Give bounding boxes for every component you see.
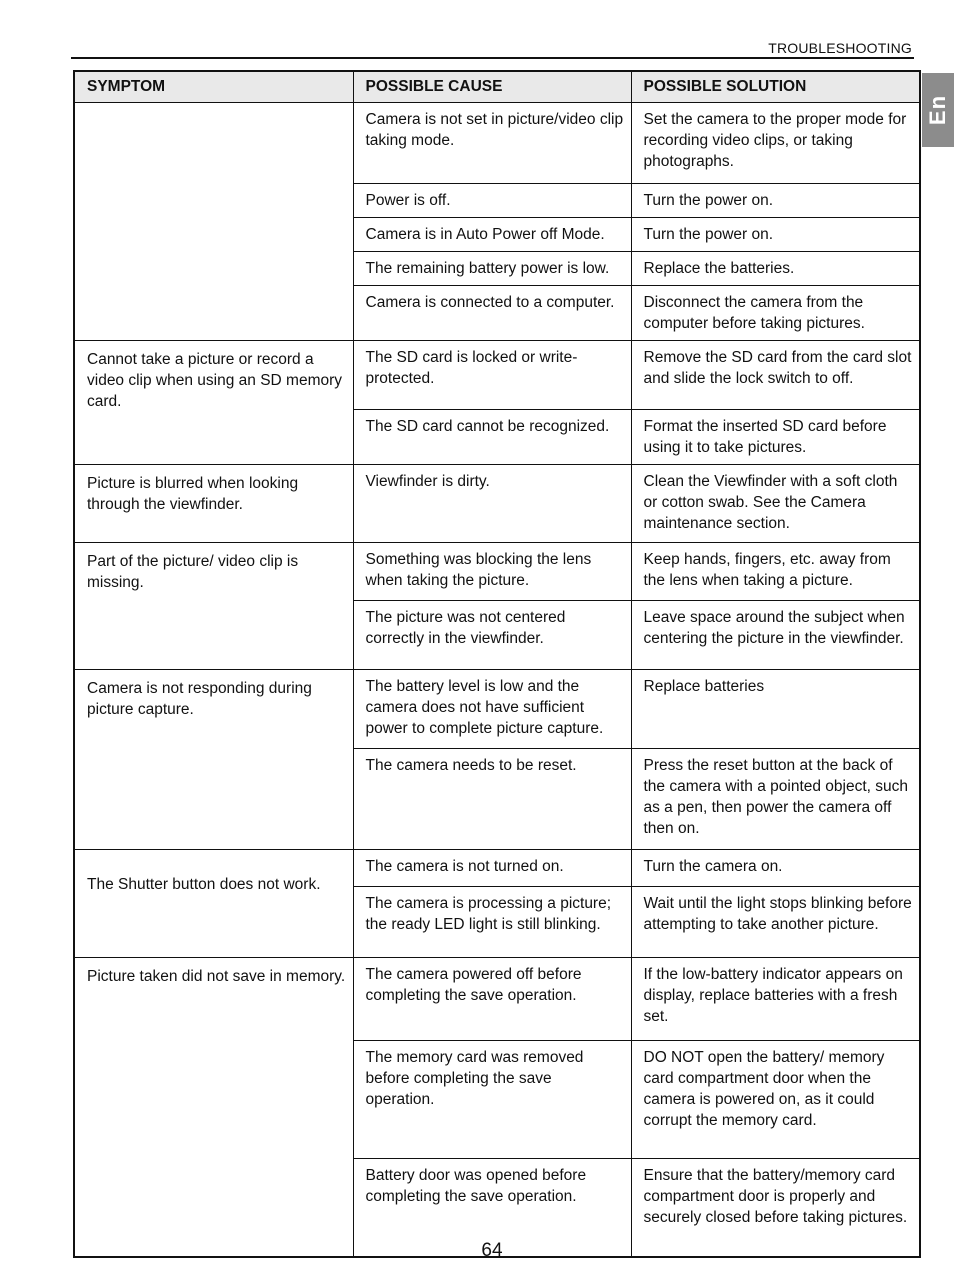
- cause-cell: The camera is processing a picture; the ready LED light is still blinking.: [353, 887, 631, 958]
- solution-cell: Leave space around the subject when centering the picture in the viewfinder.: [631, 601, 920, 670]
- solution-cell: DO NOT open the battery/ memory card compartment door when the camera is powered on, as it could corrupt the memory card.: [631, 1041, 920, 1159]
- cause-cell: The memory card was removed before completing the save operation.: [353, 1041, 631, 1159]
- language-tab: [922, 73, 954, 147]
- cause-cell: The remaining battery power is low.: [353, 252, 631, 286]
- cause-cell: The camera is not turned on.: [353, 850, 631, 887]
- cause-cell: Camera is not set in picture/video clip taking mode.: [353, 103, 631, 184]
- solution-cell: Keep hands, fingers, etc. away from the lens when taking a picture.: [631, 543, 920, 601]
- solution-cell: Clean the Viewfinder with a soft cloth or cotton swab. See the Camera maintenance section.: [631, 465, 920, 543]
- symptom-cell: The Shutter button does not work.: [74, 850, 353, 958]
- column-header-solution: POSSIBLE SOLUTION: [631, 71, 920, 103]
- cause-cell: The battery level is low and the camera does not have sufficient power to complete picture capture.: [353, 670, 631, 749]
- cause-cell: The camera powered off before completing the save operation.: [353, 958, 631, 1041]
- section-header-label: TROUBLESHOOTING: [768, 40, 912, 56]
- solution-cell: If the low-battery indicator appears on display, replace batteries with a fresh set.: [631, 958, 920, 1041]
- solution-cell: Replace the batteries.: [631, 252, 920, 286]
- cause-cell: The picture was not centered correctly in the viewfinder.: [353, 601, 631, 670]
- column-header-cause: POSSIBLE CAUSE: [353, 71, 631, 103]
- solution-cell: Press the reset button at the back of the camera with a pointed object, such as a pen, then power the camera off then on.: [631, 749, 920, 850]
- solution-cell: Turn the power on.: [631, 218, 920, 252]
- symptom-cell: Picture taken did not save in memory.: [74, 958, 353, 1258]
- cause-cell: Battery door was opened before completing the save operation.: [353, 1159, 631, 1258]
- table-header-row: [74, 71, 920, 103]
- table-row: [74, 670, 920, 749]
- symptom-cell: Part of the picture/ video clip is missing.: [74, 543, 353, 670]
- table-row: [74, 465, 920, 543]
- solution-cell: Turn the camera on.: [631, 850, 920, 887]
- solution-cell: Format the inserted SD card before using it to take pictures.: [631, 410, 920, 465]
- symptom-cell: Picture is blurred when looking through the viewfinder.: [74, 465, 353, 543]
- cause-cell: The SD card cannot be recognized.: [353, 410, 631, 465]
- cause-cell: Power is off.: [353, 184, 631, 218]
- solution-cell: Ensure that the battery/memory card compartment door is properly and securely closed before taking pictures.: [631, 1159, 920, 1258]
- table-body: [74, 103, 920, 1258]
- solution-cell: Set the camera to the proper mode for recording video clips, or taking photographs.: [631, 103, 920, 184]
- symptom-cell: Camera is not responding during picture capture.: [74, 670, 353, 850]
- solution-cell: Wait until the light stops blinking before attempting to take another picture.: [631, 887, 920, 958]
- symptom-cell: [74, 103, 353, 341]
- solution-cell: Disconnect the camera from the computer before taking pictures.: [631, 286, 920, 341]
- cause-cell: The SD card is locked or write-protected.: [353, 341, 631, 410]
- cause-cell: Camera is connected to a computer.: [353, 286, 631, 341]
- solution-cell: Turn the power on.: [631, 184, 920, 218]
- table-row: [74, 543, 920, 601]
- cause-cell: Viewfinder is dirty.: [353, 465, 631, 543]
- solution-cell: Replace batteries: [631, 670, 920, 749]
- language-tab-label: En: [925, 94, 950, 126]
- table-row: [74, 850, 920, 887]
- table-row: [74, 341, 920, 410]
- cause-cell: The camera needs to be reset.: [353, 749, 631, 850]
- cause-cell: Something was blocking the lens when taking the picture.: [353, 543, 631, 601]
- table-row: [74, 103, 920, 184]
- solution-cell: Remove the SD card from the card slot and slide the lock switch to off.: [631, 341, 920, 410]
- column-header-symptom: SYMPTOM: [74, 71, 353, 103]
- cause-cell: Camera is in Auto Power off Mode.: [353, 218, 631, 252]
- page-number: 64: [481, 1240, 503, 1261]
- table-row: [74, 958, 920, 1041]
- troubleshooting-table: [73, 70, 921, 1258]
- header-rule: [71, 57, 914, 59]
- symptom-cell: Cannot take a picture or record a video clip when using an SD memory card.: [74, 341, 353, 465]
